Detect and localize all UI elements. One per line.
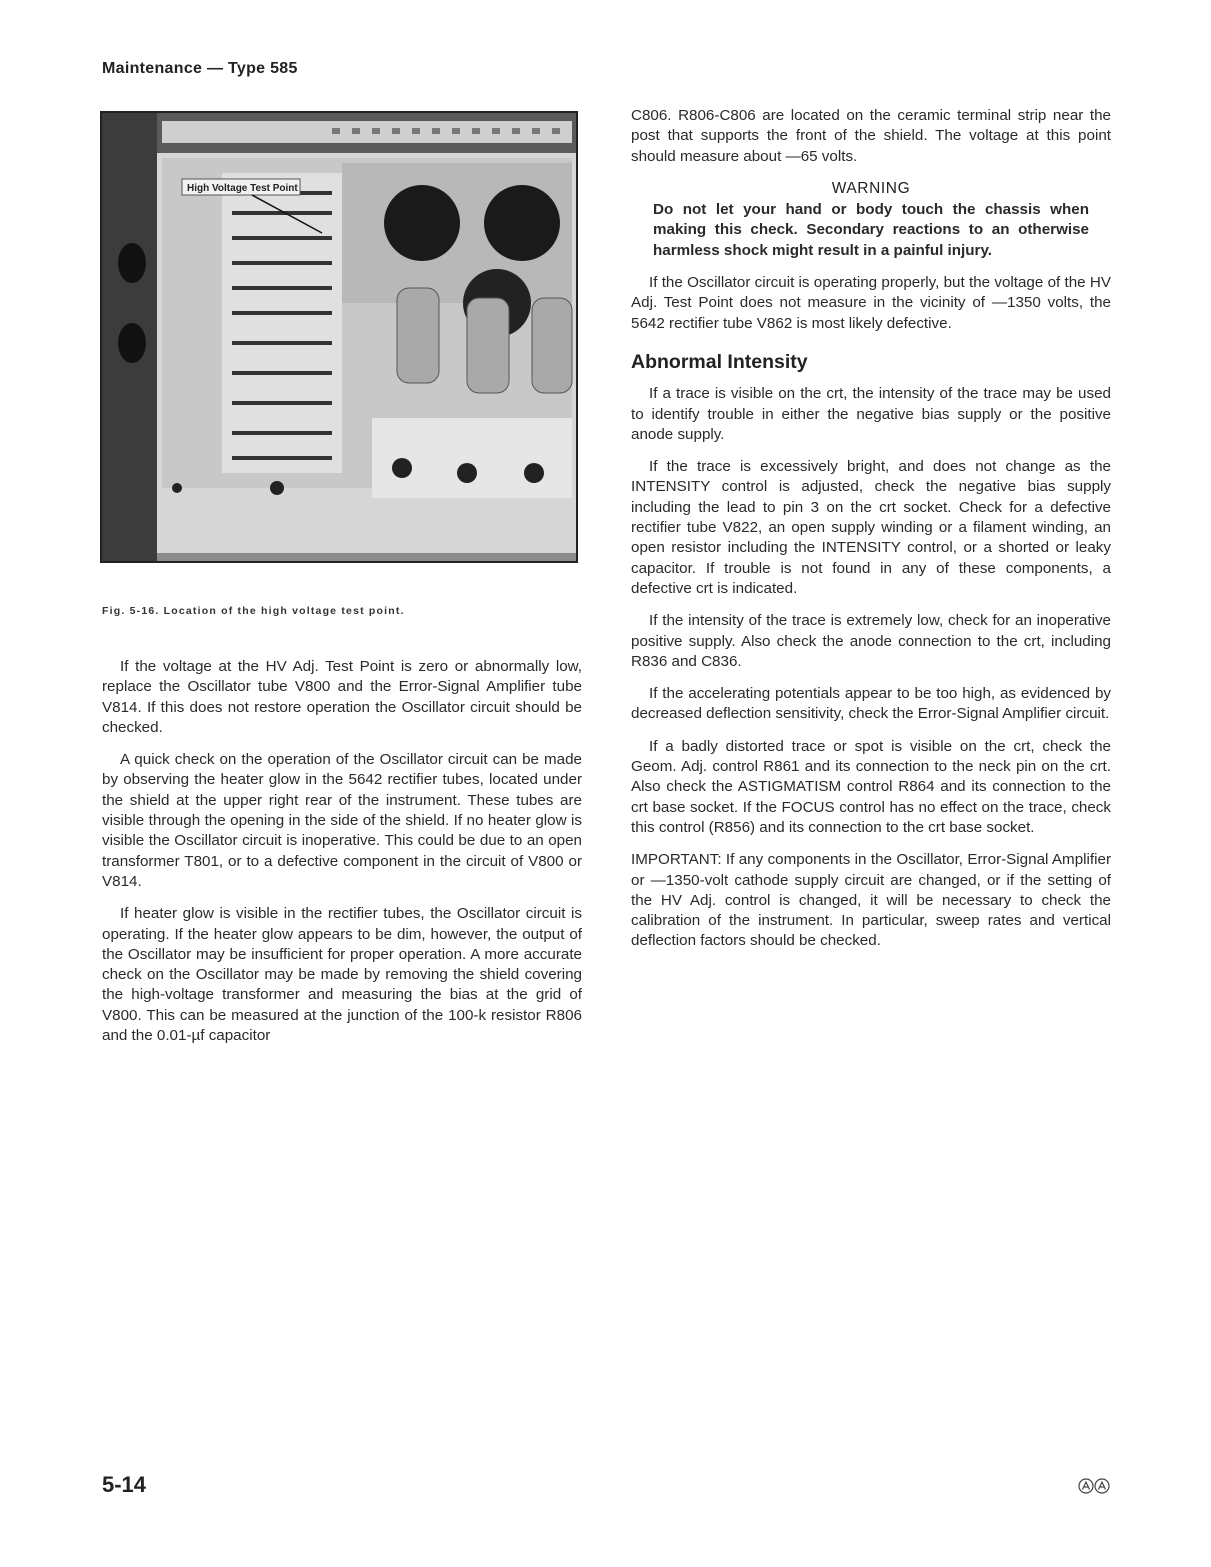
paragraph: If the voltage at the HV Adj. Test Point is zero or abnormally low, replace the Oscillator tube V800 and the Error-Signal Amplifier tube V814. If this does not restore operation the Oscillator circuit should be checked.: [102, 658, 582, 736]
paragraph: C806. R806-C806 are located on the ceramic terminal strip near the post that supports the front of the shield. The voltage at this point should measure about —65 volts.: [631, 107, 1111, 165]
paragraph: If heater glow is visible in the rectifier tubes, the Oscillator circuit is operating. If the heater glow appears to be dim, however, the output of the Oscillator may be insufficient for proper operation. A more accurate check on the Oscillator may be made by removing the shield covering the high-voltage transformer and measuring the bias at the grid of V800. This can be measured at the junction of the 100-k resistor R806 and the 0.01-µf capacitor: [102, 905, 582, 1045]
page-header: Maintenance — Type 585: [102, 60, 298, 77]
photo-callout-label: High Voltage Test Point: [187, 183, 298, 194]
paragraph: A quick check on the operation of the Oscillator circuit can be made by observing the heater glow in the 5642 rectifier tubes, located under the shield at the upper right rear of the instrument. These tubes are visible through the opening in the side of the shield. If no heater glow is visible the Oscillator circuit is inoperative. This could be due to an open transformer T801, or to a defective component in the circuit of V800 or V814.: [102, 751, 582, 890]
page-number: 5-14: [102, 1472, 147, 1497]
figure-caption: Fig. 5-16. Location of the high voltage test point.: [102, 605, 405, 617]
revision-mark-icon: [1078, 1478, 1110, 1494]
paragraph: If a badly distorted trace or spot is visible on the crt, check the Geom. Adj. control R861 and its connection to the neck pin on the crt. Also check the ASTIGMATISM control R864 and its connection to the crt base socket. If the FOCUS control has no effect on the trace, check this control (R856) and its connection to the crt base socket.: [631, 737, 1111, 836]
warning-body: Do not let your hand or body touch the chassis when making this check. Secondary reactions to an otherwise harmless shock might result in a painful injury.: [653, 201, 1089, 259]
section-heading: Abnormal Intensity: [631, 350, 808, 373]
paragraph: If the accelerating potentials appear to be too high, as evidenced by decreased deflection sensitivity, check the Error-Signal Amplifier circuit.: [631, 685, 1111, 723]
paragraph: If the trace is excessively bright, and does not change as the INTENSITY control is adjusted, check the negative bias supply including the lead to pin 3 on the crt socket. Check for a defective rectifier tube V822, an open supply winding or a filament winding, an open resistor including the INTENSITY control, or a shorted or leaky capacitor. If trouble is not found in any of these components, a defective crt is indicated.: [631, 458, 1111, 597]
paragraph: IMPORTANT: If any components in the Oscillator, Error-Signal Amplifier or —1350-volt cathode supply circuit are changed, or if the setting of the HV Adj. control is changed, it will be necessary to check the calibration of the instrument. In particular, sweep rates and vertical deflection factors should be checked.: [631, 851, 1111, 950]
figure-photo: [100, 111, 578, 563]
left-column: [102, 657, 582, 1058]
paragraph: If the intensity of the trace is extremely low, check for an inoperative positive supply. Also check the anode connection to the crt, including R836 and C836.: [631, 612, 1111, 670]
right-column: [631, 106, 1111, 964]
paragraph: If the Oscillator circuit is operating properly, but the voltage of the HV Adj. Test Point does not measure in the vicinity of —1350 volts, the 5642 rectifier tube V862 is most likely defective.: [631, 274, 1111, 332]
paragraph: If a trace is visible on the crt, the intensity of the trace may be used to identify trouble in either the negative bias supply or the positive anode supply.: [631, 385, 1111, 443]
warning-title: WARNING: [831, 179, 911, 197]
chassis-photo-illustration: [102, 113, 576, 561]
